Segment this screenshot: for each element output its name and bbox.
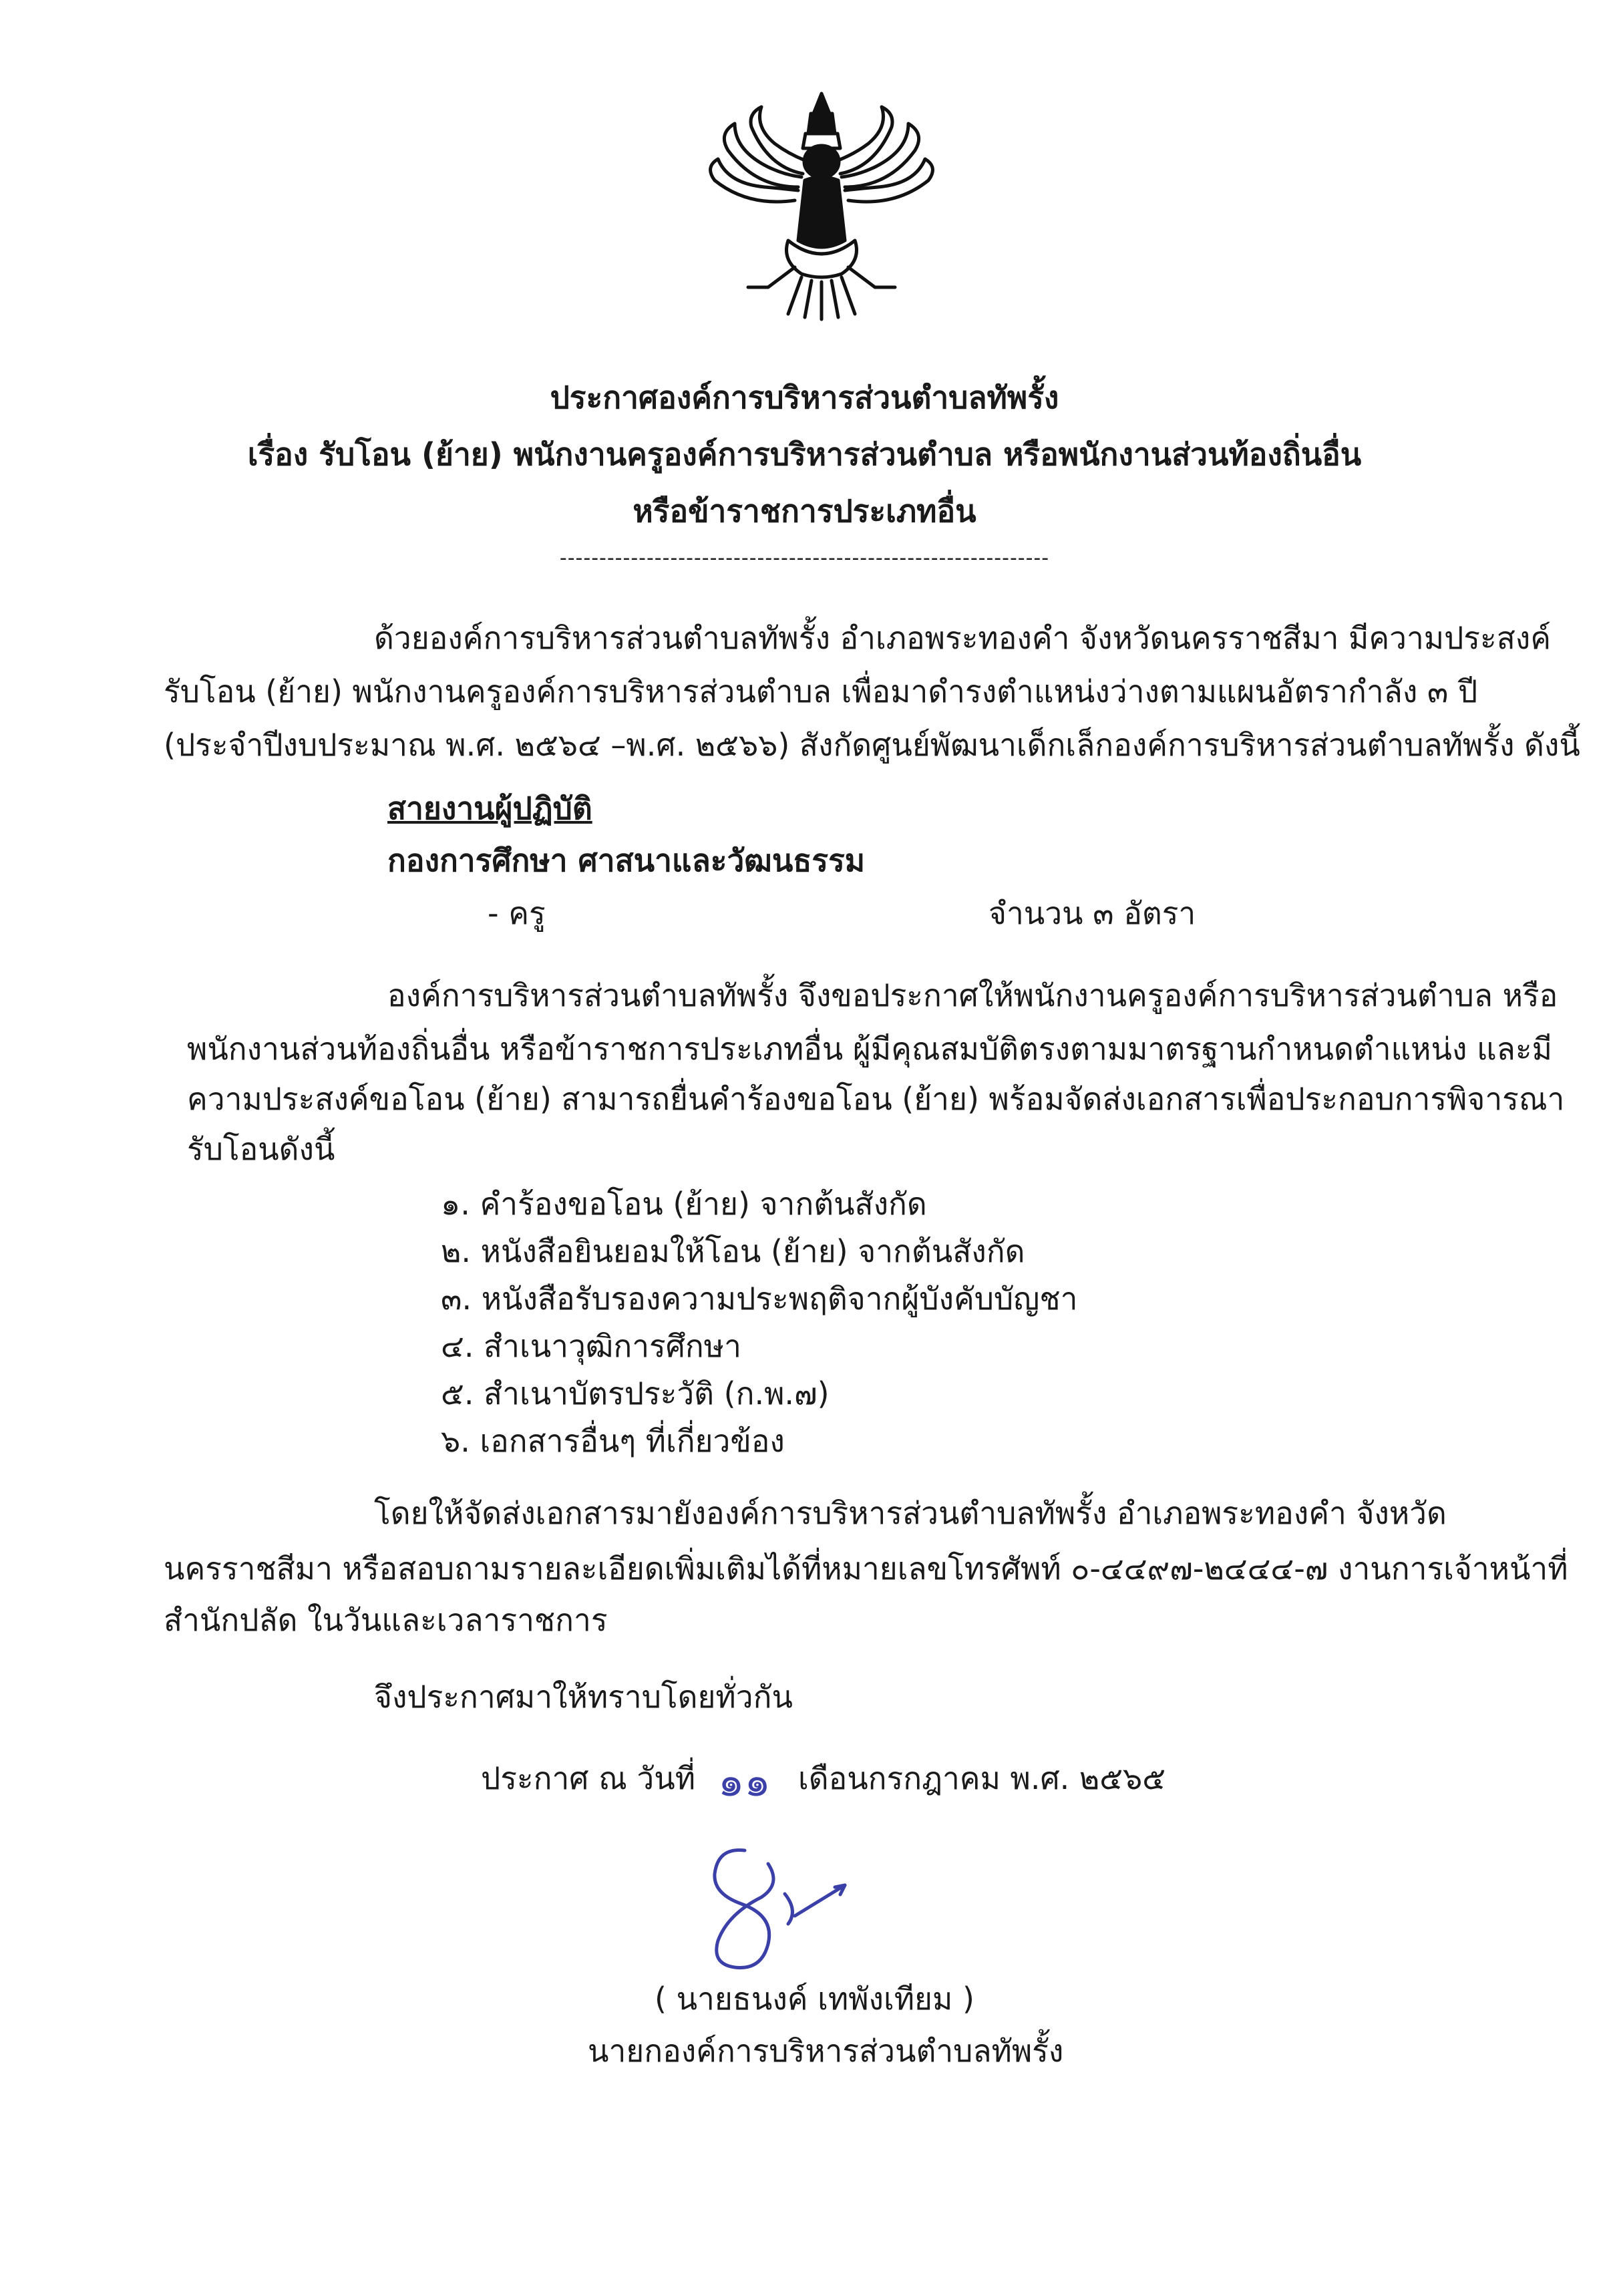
date-suffix: เดือนกรกฎาคม พ.ศ. ๒๕๖๕ [798,1760,1166,1796]
signatory-title: นายกองค์การบริหารส่วนตำบลทัพรั้ง [588,2033,1064,2069]
list-item: ๓. หนังสือรับรองความประพฤติจากผู้บังคับบัญชา [441,1281,1078,1317]
closing-line: จึงประกาศมาให้ทราบโดยทั่วกัน [374,1679,793,1715]
signature-icon [681,1837,855,1977]
invitation-line2: พนักงานส่วนท้องถิ่นอื่น หรือข้าราชการประเภทอื่น ผู้มีคุณสมบัติตรงตามมาตรฐานกำหนดตำแหน่ง และมี [187,1031,1552,1067]
list-item: ๖. เอกสารอื่นๆ ที่เกี่ยวข้อง [441,1423,785,1459]
header-divider: -------------------------------------------------------------- [559,546,1050,570]
submission-line1: โดยให้จัดส่งเอกสารมายังองค์การบริหารส่วนตำบลทัพรั้ง อำเภอพระทองคำ จังหวัด [374,1495,1447,1531]
announcement-subject-line2: หรือข้าราชการประเภทอื่น [633,493,976,529]
submission-line3: สำนักปลัด ในวันและเวลาราชการ [164,1602,608,1638]
date-day: ๑๑ [718,1757,771,1806]
garuda-emblem-icon [688,87,955,327]
intro-line1: ด้วยองค์การบริหารส่วนตำบลทัพรั้ง อำเภอพระทองคำ จังหวัดนครราชสีมา มีความประสงค์ [374,620,1552,656]
intro-line2: รับโอน (ย้าย) พนักงานครูองค์การบริหารส่วนตำบล เพื่อมาดำรงตำแหน่งว่างตามแผนอัตรากำลัง ๓ ปี [164,673,1478,709]
list-item: ๒. หนังสือยินยอมให้โอน (ย้าย) จากต้นสังกัด [441,1233,1025,1269]
position-quota: จำนวน ๓ อัตรา [989,895,1196,931]
list-item: ๑. คำร้องขอโอน (ย้าย) จากต้นสังกัด [441,1186,927,1222]
list-item: ๔. สำเนาวุฒิการศึกษา [441,1328,741,1364]
announcement-subject-line1: เรื่อง รับโอน (ย้าย) พนักงานครูองค์การบริหารส่วนตำบล หรือพนักงานส่วนท้องถิ่นอื่น [247,436,1362,472]
signatory-name: ( นายธนงค์ เทพังเทียม ) [655,1981,974,2017]
announcement-title: ประกาศองค์การบริหารส่วนตำบลทัพรั้ง [550,379,1059,416]
position-item: - ครู [488,895,546,931]
intro-line3: (ประจำปีงบประมาณ พ.ศ. ๒๕๖๔ –พ.ศ. ๒๕๖๖) สังกัดศูนย์พัฒนาเด็กเล็กองค์การบริหารส่วนตำบลทัพรั้ง ดังนี้ [164,727,1580,763]
submission-line2: นครราชสีมา หรือสอบถามรายละเอียดเพิ่มเติมได้ที่หมายเลขโทรศัพท์ ๐-๔๔๙๗-๒๔๔๔-๗ งานการเจ้าหน้าที่ [164,1550,1568,1587]
list-item: ๕. สำเนาบัตรประวัติ (ก.พ.๗) [441,1375,830,1412]
date-prefix: ประกาศ ณ วันที่ [481,1760,696,1796]
division-name: กองการศึกษา ศาสนาและวัฒนธรรม [387,842,866,878]
invitation-line1: องค์การบริหารส่วนตำบลทัพรั้ง จึงขอประกาศให้พนักงานครูองค์การบริหารส่วนตำบล หรือ [387,977,1558,1013]
line-heading: สายงานผู้ปฏิบัติ [387,790,592,826]
invitation-line4: รับโอนดังนี้ [187,1131,335,1167]
invitation-line3: ความประสงค์ขอโอน (ย้าย) สามารถยื่นคำร้องขอโอน (ย้าย) พร้อมจัดส่งเอกสารเพื่อประกอบการพิจารณา [187,1081,1565,1117]
